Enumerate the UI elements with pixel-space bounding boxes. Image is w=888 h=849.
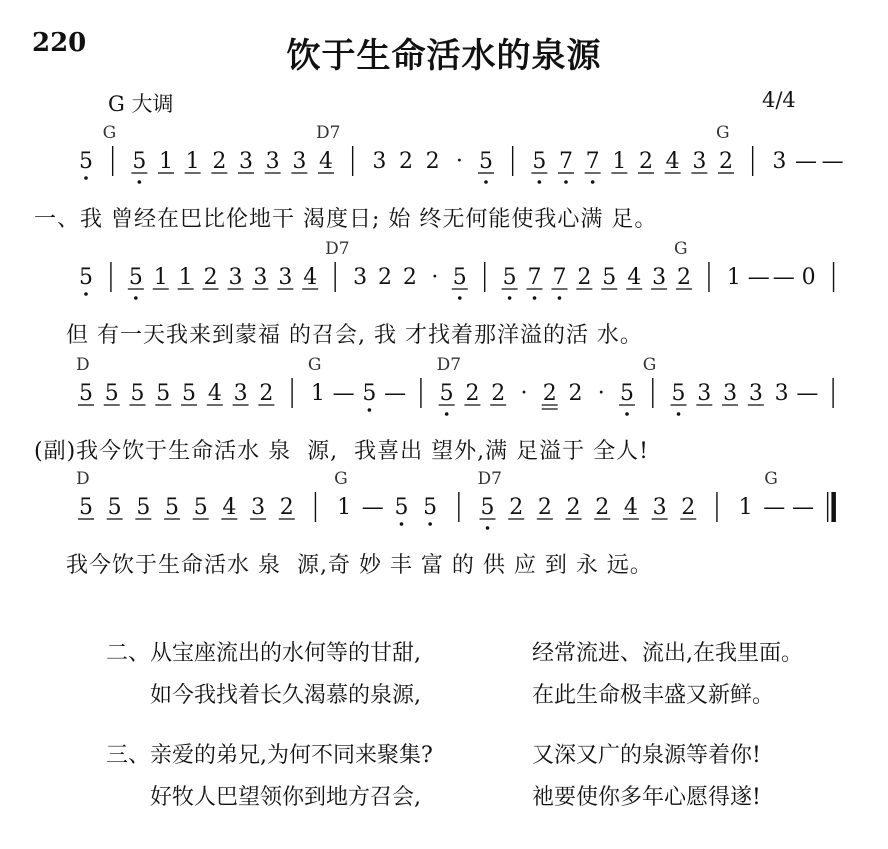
note: 2 (212, 149, 227, 174)
chord-label: G (334, 469, 348, 489)
chord-label: D (76, 355, 90, 375)
note: — (361, 495, 384, 520)
chord-label: G (716, 123, 730, 143)
hymn-title: 饮于生命活水的泉源 (286, 36, 602, 76)
note: 2 (537, 495, 552, 520)
verse-line: 如今我找着长久渴慕的泉源, (150, 683, 421, 708)
note: 2 (259, 381, 274, 406)
octave-dot (400, 522, 404, 526)
note: 1 (178, 265, 193, 290)
note: — (772, 265, 795, 290)
note: 3 (292, 149, 307, 174)
octave-dot (484, 180, 488, 184)
note: 5 (132, 149, 147, 174)
note: 5 (479, 149, 493, 174)
chord-label: G (102, 123, 117, 143)
note: 4 (207, 381, 222, 406)
note: · (520, 381, 528, 406)
note: · (597, 381, 605, 406)
note: 5 (79, 149, 93, 174)
verse-line: 从宝座流出的水何等的甘甜, (150, 641, 421, 666)
note: 3 (774, 381, 789, 406)
chord-label: D7 (325, 239, 350, 259)
note: 2 (568, 381, 583, 406)
note: 2 (566, 495, 581, 520)
note: 3 (652, 265, 667, 290)
note: 5 (79, 495, 93, 520)
note: 1 (337, 495, 352, 520)
chord-label: D7 (316, 123, 341, 143)
chord-label: G (764, 469, 778, 489)
lyric-line-1: 一、我 曾经在巴比伦地干 渴度日; 始 终无何能使我心满 足。 (34, 207, 658, 232)
note: 3 (723, 381, 738, 406)
note: 5 (452, 265, 467, 290)
verse-line: 经常流进、流出,在我里面。 (532, 641, 803, 666)
note: 4 (665, 149, 680, 174)
note: 5 (130, 381, 145, 406)
verse-number: 二、 (106, 641, 151, 666)
octave-dot (533, 296, 537, 300)
note: 2 (203, 265, 218, 290)
note: — (795, 149, 817, 174)
note: 3 (353, 265, 368, 290)
note: 2 (677, 265, 692, 290)
verse-line: 在此生命极丰盛又新鲜。 (532, 683, 775, 708)
note: 2 (542, 381, 557, 406)
note: 3 (697, 381, 712, 406)
note: 2 (279, 495, 294, 520)
note: 5 (439, 381, 454, 406)
note: 3 (228, 265, 243, 290)
note: 4 (222, 495, 237, 520)
note: 3 (239, 149, 253, 174)
note: 1 (310, 381, 325, 406)
note: — (747, 265, 770, 290)
note: 4 (623, 495, 638, 520)
note: 5 (182, 381, 197, 406)
verse-line: 好牧人巴望领你到地方召会, (150, 785, 421, 810)
note: 2 (681, 495, 696, 520)
note: 3 (772, 149, 787, 174)
note: 2 (399, 149, 413, 174)
note: 2 (465, 381, 480, 406)
note: 2 (425, 149, 440, 174)
octave-dot (591, 180, 595, 184)
note: 2 (491, 381, 506, 406)
octave-dot (134, 296, 138, 300)
verse-line: 亲爱的弟兄,为何不同来聚集? (150, 743, 433, 768)
chord-label: D7 (436, 355, 462, 375)
octave-dot (508, 296, 512, 300)
octave-dot (368, 408, 372, 412)
note: — (332, 381, 355, 406)
note: 5 (136, 495, 151, 520)
note: 2 (577, 265, 592, 290)
note: 5 (165, 495, 180, 520)
chord-label: D7 (477, 469, 502, 489)
note: 5 (394, 495, 409, 520)
note: 2 (402, 265, 417, 290)
octave-dot (84, 292, 88, 296)
note: 2 (719, 149, 733, 174)
note: 3 (372, 149, 387, 174)
note: 4 (319, 149, 333, 174)
octave-dot (458, 296, 462, 300)
note: 5 (107, 495, 122, 520)
octave-dot (486, 526, 490, 530)
note: 5 (532, 149, 547, 174)
note: 3 (652, 495, 667, 520)
octave-dot (558, 296, 562, 300)
note: — (821, 149, 844, 174)
note: 5 (671, 381, 686, 406)
octave-dot (84, 176, 88, 180)
octave-dot (445, 412, 449, 416)
note: 7 (527, 265, 542, 290)
octave-dot (138, 180, 142, 184)
chord-label: G (642, 355, 657, 375)
octave-dot (677, 412, 681, 416)
note: 1 (153, 265, 168, 290)
note: 3 (265, 149, 280, 174)
note: 5 (79, 265, 93, 290)
note: · (455, 149, 463, 174)
lyric-line-2: 但 有一天我来到蒙福 的召会, 我 才找着那洋溢的活 水。 (34, 323, 643, 348)
note: 5 (79, 381, 93, 406)
chord-label: D (76, 469, 90, 489)
note: 5 (362, 381, 377, 406)
note: 4 (627, 265, 642, 290)
note: 5 (156, 381, 171, 406)
octave-dot (428, 522, 432, 526)
note: 5 (602, 265, 617, 290)
verse-number: 三、 (106, 743, 151, 768)
note: 2 (639, 149, 653, 174)
note: 7 (552, 265, 567, 290)
verse-line: 又深又广的泉源等着你! (532, 743, 761, 768)
note: 3 (748, 381, 763, 406)
note: 5 (620, 381, 635, 406)
note: — (791, 495, 814, 520)
note: — (796, 381, 819, 406)
octave-dot (625, 412, 629, 416)
lyric-line-4: 我今饮于生命活水 泉 源,奇 妙 丰 富 的 供 应 到 永 远。 (34, 553, 653, 578)
note: 0 (801, 265, 816, 290)
note: 7 (585, 149, 600, 174)
note: 7 (559, 149, 573, 174)
note: 1 (738, 495, 753, 520)
chord-label: G (307, 355, 322, 375)
note: 5 (193, 495, 208, 520)
note: — (763, 495, 786, 520)
lyric-line-3: (副)我今饮于生命活水 泉 源, 我喜出 望外,满 足溢于 全人! (34, 439, 649, 464)
note: 3 (692, 149, 707, 174)
note: 5 (423, 495, 438, 520)
note: 3 (233, 381, 248, 406)
octave-dot (538, 180, 542, 184)
note: 1 (726, 265, 741, 290)
note: 4 (303, 265, 318, 290)
note: 5 (104, 381, 119, 406)
key-signature: G 大调 (108, 92, 174, 116)
note: · (431, 265, 439, 290)
note: 5 (502, 265, 517, 290)
note: 2 (595, 495, 610, 520)
time-signature: 4/4 (762, 88, 796, 112)
hymn-number: 220 (32, 28, 87, 58)
note: 5 (128, 265, 143, 290)
octave-dot (564, 180, 568, 184)
note: 1 (612, 149, 627, 174)
chord-label: G (674, 239, 688, 259)
note: 2 (378, 265, 393, 290)
note: — (384, 381, 407, 406)
note: 3 (278, 265, 293, 290)
verse-line: 祂要使你多年心愿得遂! (532, 785, 761, 810)
note: 2 (509, 495, 524, 520)
note: 5 (480, 495, 495, 520)
note: 1 (185, 149, 200, 174)
note: 1 (159, 149, 173, 174)
note: 3 (253, 265, 268, 290)
note: 3 (251, 495, 266, 520)
